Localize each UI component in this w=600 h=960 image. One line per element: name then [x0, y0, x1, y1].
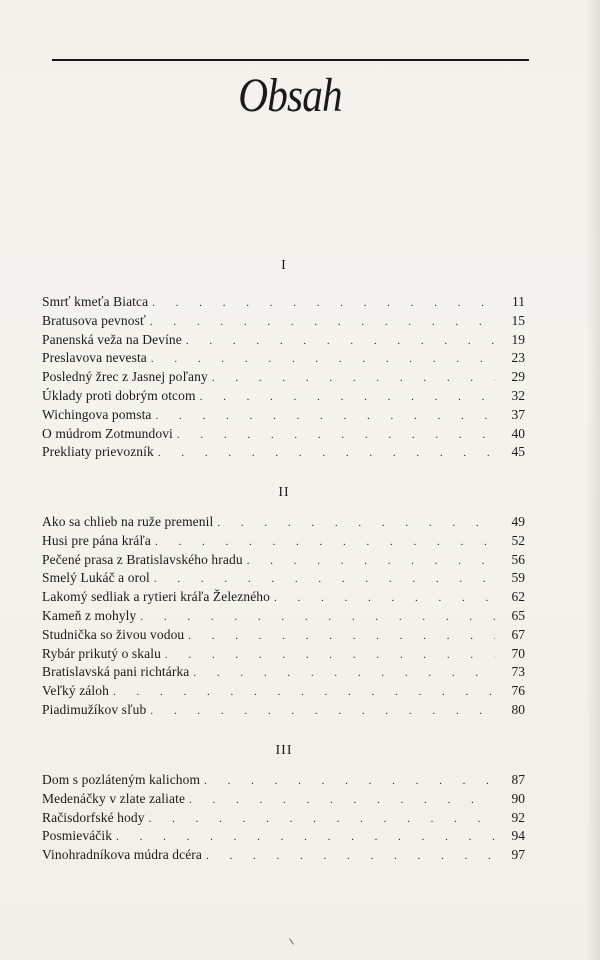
toc-entry[interactable] [42, 626, 525, 645]
toc-entry-title: Medenáčky v zlate zaliate [42, 790, 186, 806]
toc-entry-page: 65 [511, 607, 525, 623]
toc-entry[interactable] [42, 682, 525, 701]
dot-leader [212, 369, 495, 388]
dot-leader [158, 444, 495, 463]
toc-entry-title: Veľký záloh [42, 683, 109, 699]
toc-entry[interactable] [42, 312, 525, 331]
toc-entry-page: 15 [511, 312, 525, 328]
dot-leader [189, 791, 495, 810]
toc-entry-page: 70 [511, 645, 525, 661]
toc-entry-page: 23 [511, 350, 525, 366]
dot-leader [204, 772, 495, 791]
toc-entry-title: Smelý Lukáč a orol [42, 570, 150, 586]
toc-entry[interactable] [42, 443, 525, 462]
toc-entry-title: O múdrom Zotmundovi [42, 425, 173, 441]
toc-entry[interactable] [42, 771, 525, 790]
dot-leader [140, 608, 495, 627]
toc-entry[interactable] [42, 331, 525, 350]
toc-entry-page: 59 [511, 570, 525, 586]
dot-leader [188, 627, 495, 646]
toc-entry-page: 67 [511, 626, 525, 642]
toc-entry[interactable] [42, 846, 525, 865]
toc-entry[interactable] [42, 701, 525, 720]
toc-entry-page: 32 [511, 387, 525, 403]
toc-entry[interactable] [42, 293, 525, 312]
dot-leader [113, 683, 495, 702]
toc-entry-title: Panenská veža na Devíne [42, 331, 182, 347]
toc-entry-page: 87 [511, 772, 525, 787]
page-edge-shadow [586, 0, 600, 960]
dot-leader [150, 702, 495, 721]
dot-leader [274, 589, 495, 608]
dot-leader [151, 350, 495, 369]
toc-entry-page: 49 [511, 514, 525, 529]
toc-entry[interactable] [42, 406, 525, 425]
toc-entry-page: 76 [511, 683, 525, 699]
toc-entry-page: 11 [512, 294, 525, 309]
toc-entry-page: 45 [511, 444, 525, 460]
dot-leader [206, 847, 495, 866]
dot-leader [247, 552, 495, 571]
toc-entry-title: Úklady proti dobrým otcom [42, 387, 196, 403]
toc-entry-title: Piadimužíkov sľub [42, 701, 147, 717]
toc-entry-title: Husi pre pána kráľa [42, 532, 151, 548]
dot-leader [193, 664, 495, 683]
toc-entry[interactable] [42, 425, 525, 444]
dot-leader [217, 514, 495, 533]
dot-leader [186, 332, 495, 351]
toc-entry[interactable] [42, 532, 525, 551]
dot-leader [152, 294, 495, 313]
toc-entry-page: 56 [511, 551, 525, 567]
toc-entry[interactable] [42, 809, 525, 828]
toc-entry-title: Lakomý sedliak a rytieri kráľa Železného [42, 589, 271, 605]
toc-entry-page: 94 [511, 828, 525, 844]
toc-entry-title: Smrť kmeťa Biatca [42, 294, 149, 309]
toc-section-3 [42, 771, 525, 865]
toc-entry-title: Rybár prikutý o skalu [42, 645, 161, 661]
toc-entry-page: 52 [511, 532, 525, 548]
toc-entry-page: 92 [511, 809, 525, 825]
toc-section-2 [42, 513, 525, 720]
toc-entry-page: 62 [511, 589, 525, 605]
toc-entry-title: Vinohradníkova múdra dcéra [42, 847, 202, 863]
toc-entry-page: 37 [511, 406, 525, 422]
toc-entry-title: Račisdorfské hody [42, 809, 145, 825]
toc-entry-title: Kameň z mohyly [42, 607, 137, 623]
toc-entry-title: Posmieváčik [42, 828, 113, 844]
toc-entry-page: 29 [511, 369, 525, 385]
scan-speck [289, 938, 294, 944]
toc-entry-title: Preslavova nevesta [42, 350, 147, 366]
dot-leader [165, 646, 495, 665]
toc-entry-title: Studnička so živou vodou [42, 626, 185, 642]
toc-entry-page: 80 [511, 701, 525, 717]
toc-entry-title: Bratusova pevnosť [42, 312, 146, 328]
section-numeral: II [278, 485, 290, 500]
toc-entry[interactable] [42, 551, 525, 570]
toc-entry[interactable] [42, 387, 525, 406]
toc-entry-title: Prekliaty prievozník [42, 444, 154, 460]
toc-entry[interactable] [42, 349, 525, 368]
toc-entry-title: Bratislavská pani richtárka [42, 664, 190, 680]
toc-entry[interactable] [42, 588, 525, 607]
section-numeral: III [275, 743, 293, 758]
toc-entry[interactable] [42, 513, 525, 532]
toc-entry-page: 90 [511, 790, 525, 806]
page-title: Obsah [238, 69, 342, 122]
dot-leader [116, 828, 495, 847]
dot-leader [154, 570, 495, 589]
toc-entry-page: 19 [511, 331, 525, 347]
toc-entry-title: Posledný žrec z Jasnej poľany [42, 369, 208, 385]
toc-entry-title: Pečené prasa z Bratislavského hradu [42, 551, 243, 567]
section-numeral: I [281, 258, 287, 273]
dot-leader [177, 426, 495, 445]
top-rule [52, 59, 529, 61]
toc-entry[interactable] [42, 790, 525, 809]
toc-entry-title: Wichingova pomsta [42, 406, 152, 422]
toc-entry[interactable] [42, 827, 525, 846]
toc-entry-title: Ako sa chlieb na ruže premenil [42, 514, 214, 529]
toc-entry-page: 40 [511, 425, 525, 441]
dot-leader [200, 388, 495, 407]
toc-entry[interactable] [42, 368, 525, 387]
dot-leader [156, 407, 495, 426]
toc-entry[interactable] [42, 569, 525, 588]
toc-entry-page: 97 [511, 847, 525, 863]
toc-entry[interactable] [42, 663, 525, 682]
toc-entry-title: Dom s pozláteným kalichom [42, 772, 201, 787]
toc-entry-page: 73 [511, 664, 525, 680]
dot-leader [155, 533, 495, 552]
toc-entry[interactable] [42, 607, 525, 626]
dot-leader [149, 810, 495, 829]
dot-leader [150, 313, 495, 332]
toc-section-1 [42, 293, 525, 462]
toc-entry[interactable] [42, 645, 525, 664]
